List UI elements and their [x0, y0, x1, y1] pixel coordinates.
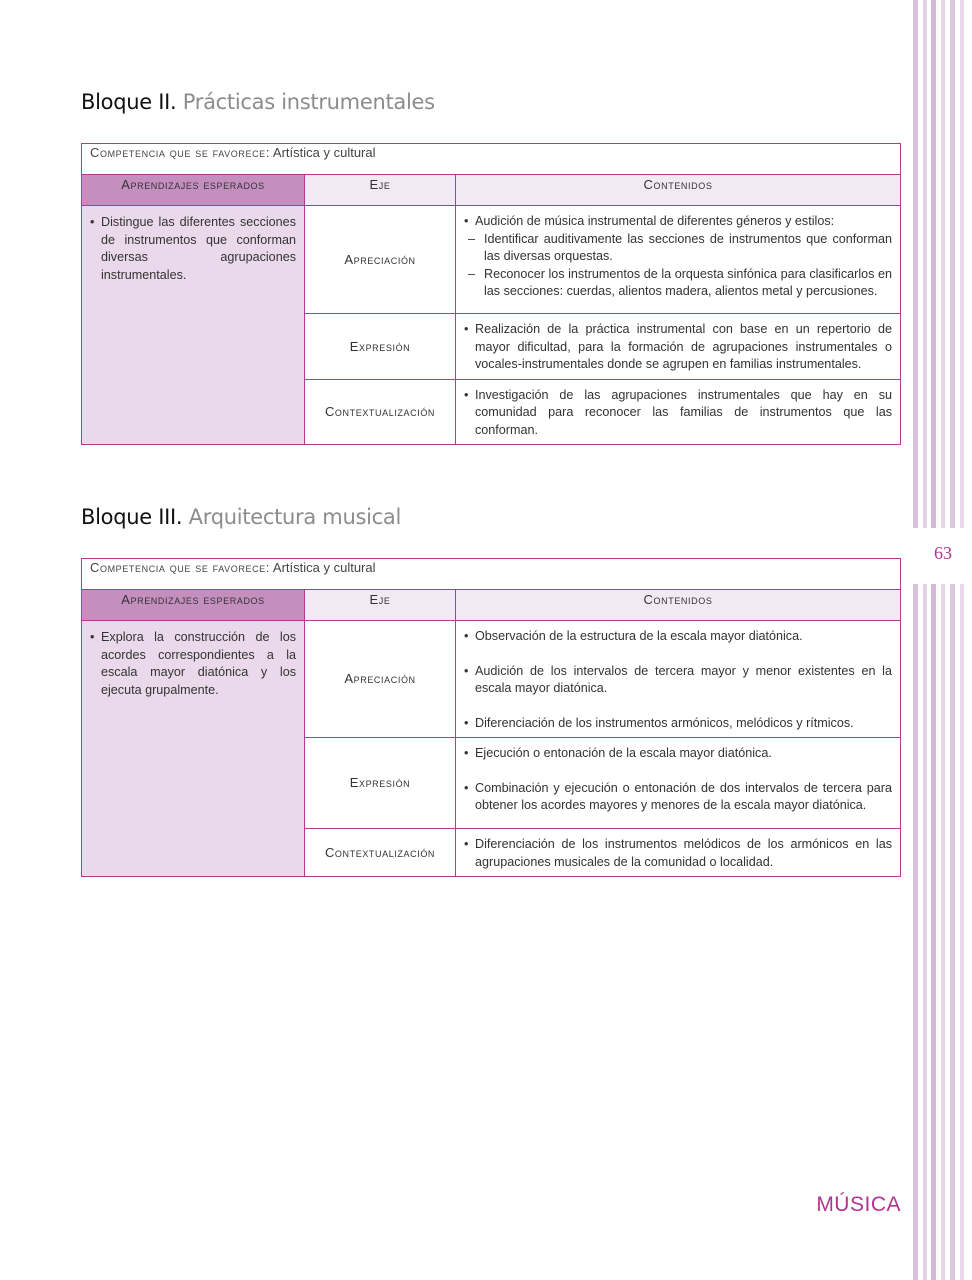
competencia-value: Artística y cultural — [272, 145, 376, 160]
header-eje: Eje — [305, 590, 456, 621]
contenido-item: • Observación de la estructura de la escala mayor diatónica. — [464, 628, 892, 646]
aprendizaje-item: • Explora la construcción de los acordes correspondientes a la escala mayor diatónica y los ejecuta grupalmente. — [90, 629, 296, 699]
block-title-2 — [81, 90, 435, 114]
contenido-item: • Diferenciación de los instrumentos armónicos, melódicos y rítmicos. — [464, 715, 892, 733]
aprendizaje-item: • Distingue las diferentes secciones de instrumentos que conforman diversas agrupaciones instrumentales. — [90, 214, 296, 284]
contenido-item: • Ejecución o entonación de la escala mayor diatónica. — [464, 745, 892, 763]
header-row — [82, 175, 901, 206]
competencia-label: Competencia que se favorece: — [90, 560, 270, 575]
contenidos-cell — [456, 829, 901, 877]
contenidos-cell — [456, 379, 901, 445]
block-title-bold: Bloque III. — [81, 505, 183, 529]
contenidos-cell — [456, 314, 901, 380]
header-aprendizajes: Aprendizajes esperados — [82, 175, 305, 206]
block-title-sub: Prácticas instrumentales — [182, 90, 435, 114]
competencia-row — [82, 144, 901, 175]
header-contenidos: Contenidos — [456, 175, 901, 206]
contenidos-cell — [456, 621, 901, 738]
contenido-item: • Realización de la práctica instrumental con base en un repertorio de mayor dificultad, para la formación de agrupaciones instrumentales o vocales-instrumentales donde se agrupen en familias instrumentales. — [464, 321, 892, 374]
eje-contextualizacion: Contextualización — [305, 379, 456, 445]
header-contenidos: Contenidos — [456, 590, 901, 621]
header-aprendizajes: Aprendizajes esperados — [82, 590, 305, 621]
contenido-item: • Investigación de las agrupaciones instrumentales que hay en su comunidad para reconocer las familias de instrumentos que las conforman. — [464, 387, 892, 440]
competencia-label: Competencia que se favorece: — [90, 145, 270, 160]
eje-apreciacion: Apreciación — [305, 621, 456, 738]
contenido-item: • Audición de música instrumental de diferentes géneros y estilos: — [464, 213, 892, 231]
contenido-subitem: – Reconocer los instrumentos de la orquesta sinfónica para clasificarlos en las secciones: cuerdas, alientos madera, alientos metal y percusiones. — [464, 266, 892, 301]
header-row — [82, 590, 901, 621]
competencia-cell — [82, 144, 901, 175]
contenido-item: • Audición de los intervalos de tercera mayor y menor existentes en la escala mayor diatónica. — [464, 663, 892, 698]
decorative-stripes — [910, 0, 972, 1280]
competencia-cell — [82, 559, 901, 590]
eje-apreciacion: Apreciación — [305, 206, 456, 314]
footer-subject-label: MÚSICA — [816, 1193, 901, 1216]
table-row — [82, 621, 901, 738]
competencia-value: Artística y cultural — [272, 560, 376, 575]
bloque-3-table — [81, 558, 901, 877]
bloque-2-table — [81, 143, 901, 445]
contenidos-cell — [456, 738, 901, 829]
block-title-bold: Bloque II. — [81, 90, 177, 114]
header-eje: Eje — [305, 175, 456, 206]
eje-expresion: Expresión — [305, 314, 456, 380]
eje-expresion: Expresión — [305, 738, 456, 829]
block-title-sub: Arquitectura musical — [188, 505, 401, 529]
contenido-item: • Combinación y ejecución o entonación de dos intervalos de tercera para obtener los acordes mayores y menores de la escala mayor diatónica. — [464, 780, 892, 815]
page-number: 63 — [934, 543, 952, 563]
aprendizaje-cell — [82, 206, 305, 445]
contenido-subitem: – Identificar auditivamente las secciones de instrumentos que conforman las diversas orquestas. — [464, 231, 892, 266]
competencia-row — [82, 559, 901, 590]
block-title-3 — [81, 505, 401, 529]
contenido-item: • Diferenciación de los instrumentos melódicos de los armónicos en las agrupaciones musicales de la comunidad o localidad. — [464, 836, 892, 871]
eje-contextualizacion: Contextualización — [305, 829, 456, 877]
table-row — [82, 206, 901, 314]
contenidos-cell — [456, 206, 901, 314]
aprendizaje-cell — [82, 621, 305, 877]
